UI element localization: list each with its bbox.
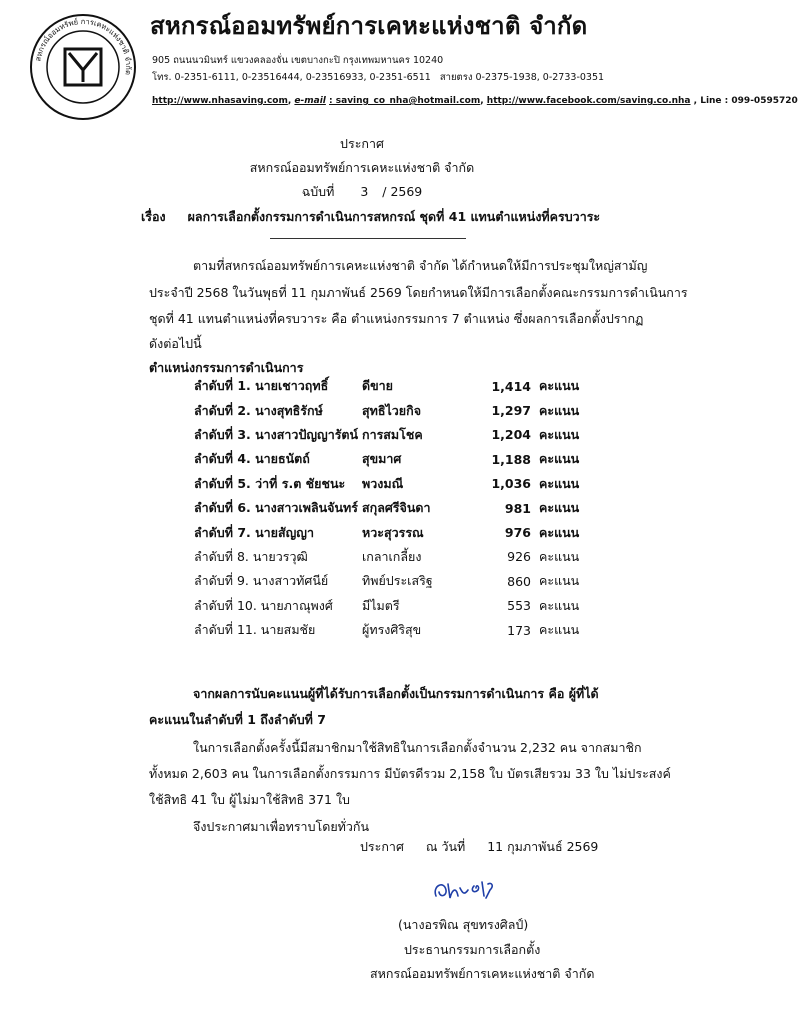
org-phones	[152, 70, 604, 85]
signer-organization: สหกรณ์ออมทรัพย์การเคหะแห่งชาติ จำกัด	[370, 966, 595, 981]
date-label: ณ วันที่	[425, 839, 466, 854]
candidate-surname: หวะสุวรรณ	[362, 524, 424, 540]
signer-position: ประธานกรรมการเลือกตั้ง	[404, 942, 541, 957]
paragraph-1-line-4: ดังต่อไปนี้	[149, 336, 202, 351]
announcement-number	[0, 182, 724, 202]
candidate-surname: มีไมตรี	[362, 597, 400, 613]
result-row	[194, 520, 579, 544]
number-value: 3	[360, 184, 369, 199]
email-link[interactable]: : saving_co_nha@hotmail.com	[329, 96, 481, 106]
result-row	[194, 472, 579, 496]
candidate-rank-name: ลำดับที่ 8. นายวรวุฒิ	[194, 548, 308, 564]
result-row	[194, 569, 579, 593]
candidate-votes: 1,414	[491, 378, 531, 394]
paragraph-1-line-2: ประจำปี 2568 ในวันพุธที่ 11 กุมภาพันธ์ 2569 โดยกำหนดให้มีการเลือกตั้งคณะกรรมการดำเนินการ	[149, 285, 688, 300]
paragraph-1-line-1: ตามที่สหกรณ์ออมทรัพย์การเคหะแห่งชาติ จำกัด ได้กำหนดให้มีการประชุมใหญ่สามัญ	[193, 258, 648, 273]
candidate-rank-name: ลำดับที่ 11. นายสมชัย	[194, 622, 316, 638]
direct-line-label: สายตรง	[439, 72, 473, 83]
positions-heading: ตำแหน่งกรรมการดำเนินการ	[149, 360, 304, 375]
candidate-rank-name: ลำดับที่ 6. นางสาวเพลินจันทร์	[194, 500, 358, 516]
number-year: / 2569	[382, 184, 423, 199]
candidate-rank-name: ลำดับที่ 10. นายภาณุพงศ์	[194, 597, 333, 613]
score-unit: คะแนน	[539, 524, 580, 540]
score-unit: คะแนน	[539, 597, 580, 613]
candidate-rank-name: ลำดับที่ 2. นางสุทธิรักษ์	[194, 402, 323, 418]
email-label: e-mail	[294, 96, 326, 106]
candidate-rank-name: ลำดับที่ 9. นางสาวทัศนีย์	[194, 573, 329, 589]
score-unit: คะแนน	[539, 548, 580, 564]
candidate-surname: สุทธิไวยกิจ	[362, 402, 422, 418]
candidate-votes: 976	[504, 525, 531, 541]
score-unit: คะแนน	[539, 378, 580, 394]
candidate-rank-name: ลำดับที่ 1. นายเชาวฤทธิ์	[194, 378, 329, 394]
announcement-title: ประกาศ	[340, 136, 384, 151]
announcement-org: สหกรณ์ออมทรัพย์การเคหะแห่งชาติ จำกัด	[249, 160, 475, 175]
candidate-rank-name: ลำดับที่ 7. นายสัญญา	[194, 524, 314, 540]
paragraph-3-line-2: ทั้งหมด 2,603 คน ในการเลือกตั้งกรรมการ มีบัตรดีรวม 2,158 ใบ บัตรเสียรวม 33 ใบ ไม่ประสงค์	[149, 766, 671, 781]
paragraph-1-line-3: ชุดที่ 41 แทนตำแหน่งที่ครบวาระ คือ ตำแหน่งกรรมการ 7 ตำแหน่ง ซึ่งผลการเลือกตั้งปรากฏ	[149, 311, 644, 326]
line-id: , Line : 099-0595720	[693, 96, 798, 106]
candidate-votes: 926	[507, 549, 531, 565]
signer-name: (นางอรพิณ สุขทรงศิลป์)	[398, 917, 529, 932]
candidate-votes: 553	[507, 598, 531, 614]
candidate-rank-name: ลำดับที่ 3. นางสาวปัญญารัตน์	[194, 426, 359, 442]
result-row	[194, 447, 579, 471]
result-row	[194, 398, 579, 422]
website-link[interactable]: http://www.nhasaving.com	[152, 96, 288, 106]
score-unit: คะแนน	[539, 573, 580, 589]
candidate-votes: 1,188	[491, 451, 531, 467]
score-unit: คะแนน	[539, 451, 580, 467]
subject-divider	[270, 238, 466, 239]
candidate-votes: 1,036	[491, 476, 531, 492]
number-label: ฉบับที่	[301, 184, 335, 199]
phone-label: โทร.	[152, 72, 172, 83]
candidate-surname: พวงมณี	[362, 475, 404, 491]
candidate-surname: ดีขาย	[362, 378, 394, 394]
candidate-surname: สกุลศรีจินดา	[362, 500, 431, 516]
signature-image	[430, 876, 510, 906]
facebook-link[interactable]: http://www.facebook.com/saving.co.nha	[486, 96, 691, 106]
result-row	[194, 594, 579, 618]
closing-statement: จึงประกาศมาเพื่อทราบโดยทั่วกัน	[193, 819, 370, 834]
result-row	[194, 374, 579, 398]
announcement-date	[360, 837, 616, 857]
paragraph-3-line-1: ในการเลือกตั้งครั้งนี้มีสมาชิกมาใช้สิทธิในการเลือกตั้งจำนวน 2,232 คน จากสมาชิก	[193, 740, 642, 755]
candidate-votes: 1,297	[491, 403, 531, 419]
svg-text:สหกรณ์ออมทรัพย์ การเคหะแห่งชาต: สหกรณ์ออมทรัพย์ การเคหะแห่งชาติ จำกัด	[33, 16, 134, 76]
conclusion-line-1: จากผลการนับคะแนนผู้ที่ได้รับการเลือกตั้งเป็นกรรมการดำเนินการ คือ ผู้ที่ได้	[193, 686, 599, 701]
result-row	[194, 496, 579, 520]
cooperative-logo	[28, 12, 138, 122]
candidate-rank-name: ลำดับที่ 5. ว่าที่ ร.ต ชัยชนะ	[194, 475, 346, 491]
org-address: 905 ถนนนวมินทร์ แขวงคลองจั่น เขตบางกะปิ กรุงเทพมหานคร 10240	[152, 55, 444, 66]
candidate-surname: ผู้ทรงศิริสุข	[362, 622, 422, 638]
subject-text: ผลการเลือกตั้งกรรมการดำเนินการสหกรณ์ ชุดที่ 41 แทนตำแหน่งที่ครบวาระ	[187, 209, 601, 224]
candidate-surname: ทิพย์ประเสริฐ	[362, 573, 433, 589]
score-unit: คะแนน	[539, 500, 580, 516]
candidate-votes: 1,204	[491, 427, 531, 443]
org-title: สหกรณ์ออมทรัพย์การเคหะแห่งชาติ จำกัด	[150, 12, 588, 40]
subject-label: เรื่อง	[141, 209, 166, 224]
score-unit: คะแนน	[539, 622, 580, 638]
result-row	[194, 618, 579, 642]
candidate-votes: 981	[504, 500, 531, 516]
announcement-subject	[141, 207, 600, 227]
candidate-surname: การสมโชค	[362, 426, 423, 442]
candidate-votes: 860	[507, 573, 531, 589]
result-row	[194, 545, 579, 569]
phone-numbers: 0-2351-6111, 0-23516444, 0-23516933, 0-2351-6511	[174, 72, 431, 83]
election-results-table	[194, 374, 579, 642]
candidate-surname: สุขมาศ	[362, 451, 402, 467]
direct-line-numbers: 0-2375-1938, 0-2733-0351	[475, 72, 605, 83]
candidate-surname: เกลาเกลี้ยง	[362, 548, 422, 564]
paragraph-3-line-3: ใช้สิทธิ 41 ใบ ผู้ไม่มาใช้สิทธิ 371 ใบ	[149, 792, 350, 807]
date-value: 11 กุมภาพันธ์ 2569	[487, 839, 599, 854]
candidate-votes: 173	[507, 622, 531, 638]
score-unit: คะแนน	[539, 475, 580, 491]
score-unit: คะแนน	[539, 402, 580, 418]
conclusion-line-2: คะแนนในลำดับที่ 1 ถึงลำดับที่ 7	[149, 712, 326, 727]
candidate-rank-name: ลำดับที่ 4. นายธนัตถ์	[194, 451, 310, 467]
result-row	[194, 423, 579, 447]
score-unit: คะแนน	[539, 426, 580, 442]
org-contact-links: http://www.nhasaving.com, e-mail : saving_co_nha@hotmail.com, http://www.facebook.com/saving.co.nha , Line : 099-0595720	[152, 96, 798, 106]
announced-label: ประกาศ	[360, 839, 404, 854]
